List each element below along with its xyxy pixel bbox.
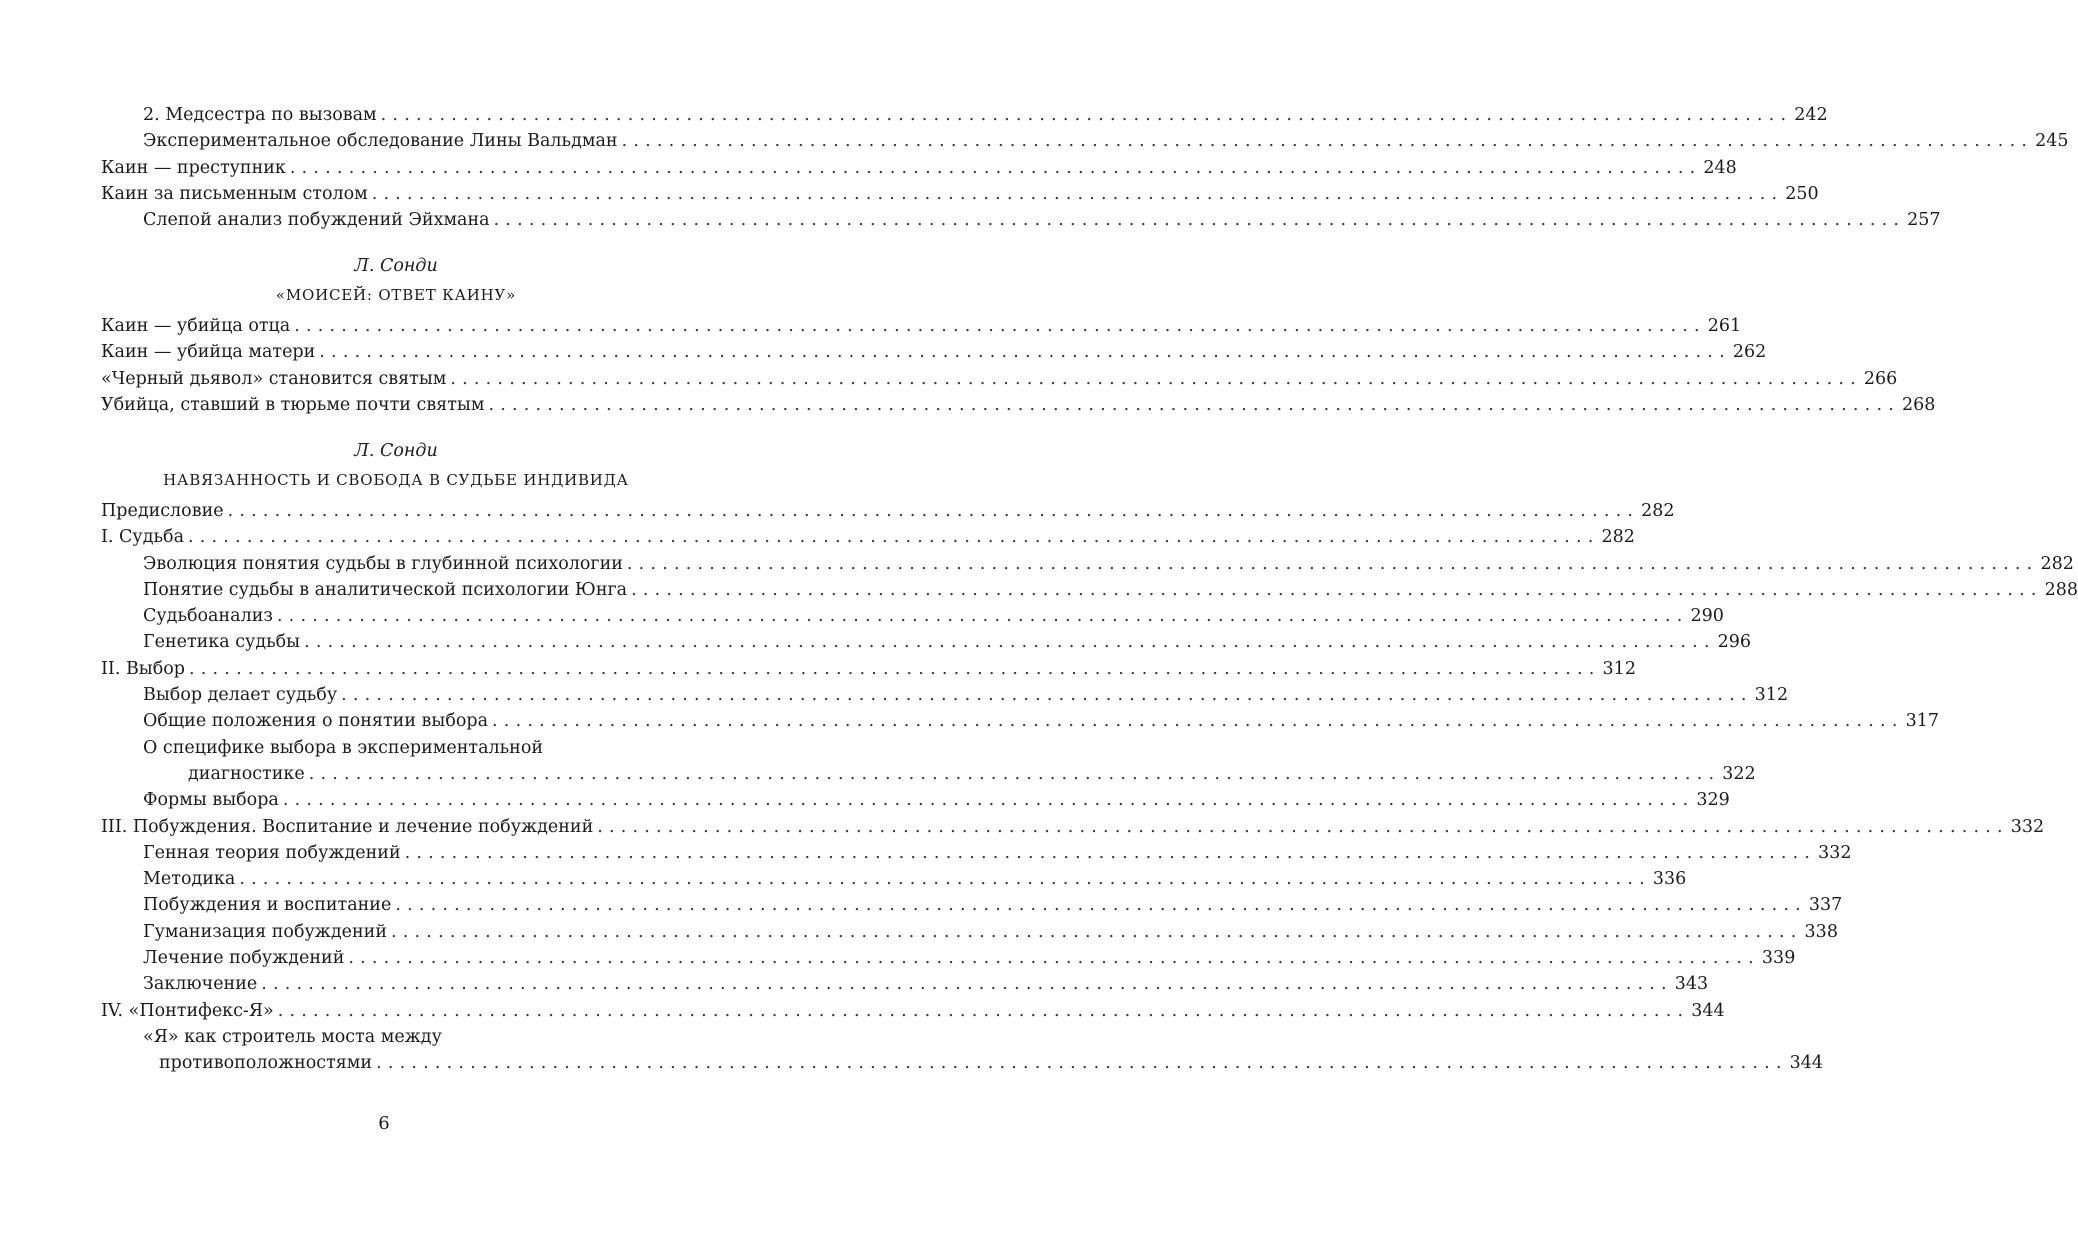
toc-entry xyxy=(101,155,1737,181)
toc-dot-leader: ........................................................................................................................ xyxy=(493,210,1906,231)
toc-entry-page: 282 xyxy=(1641,501,1675,521)
toc-entry-page: 312 xyxy=(1754,685,1789,706)
toc-entry-page: 282 xyxy=(2040,553,2074,574)
toc-entry xyxy=(101,102,1828,128)
toc-entry-page: 262 xyxy=(1732,342,1767,363)
toc-entry-title: Гуманизация побуждений xyxy=(143,921,388,942)
toc-dot-leader: ........................................................................................................................ xyxy=(304,632,1716,653)
toc-entry xyxy=(101,919,1838,945)
toc-entry-title: диагностике xyxy=(188,763,305,784)
section-2-author: Л. Сонди xyxy=(354,256,438,276)
toc-entry-title: Лечение побуждений xyxy=(143,948,345,969)
section-3-author: Л. Сонди xyxy=(354,441,438,461)
toc-entry-title: Методика xyxy=(143,869,236,890)
toc-entry-title: Слепой анализ побуждений Эйхмана xyxy=(143,210,490,231)
toc-dot-leader: ........................................................................................................................ xyxy=(294,316,1706,336)
toc-entry xyxy=(101,656,1636,682)
toc-entry-page: 332 xyxy=(1818,842,1852,863)
toc-entry-title: Убийца, ставший в тюрьме почти святым xyxy=(101,394,485,415)
section-3-heading: НАВЯЗАННОСТЬ И СВОБОДА В СУДЬБЕ ИНДИВИДА xyxy=(163,471,629,489)
toc-entry-page: 261 xyxy=(1707,316,1742,336)
toc-entry xyxy=(101,840,1852,866)
toc-entry-page: 336 xyxy=(1652,869,1687,890)
toc-entry-page: 322 xyxy=(1722,763,1756,784)
toc-entry-page: 332 xyxy=(2010,816,2045,837)
toc-dot-leader: ........................................................................................................................ xyxy=(282,790,1695,811)
toc-block-3 xyxy=(101,498,2078,1077)
toc-entry-page: 248 xyxy=(1703,157,1737,178)
toc-entry xyxy=(101,892,1843,918)
toc-dot-leader: ........................................................................................................................ xyxy=(597,816,2009,837)
toc-entry-page: 296 xyxy=(1717,632,1752,653)
toc-entry xyxy=(101,708,1939,734)
toc-entry-page: 290 xyxy=(1690,606,1724,627)
toc-entry xyxy=(101,998,1725,1024)
toc-entry-title: Каин — убийца матери xyxy=(101,342,316,363)
toc-entry-title: Понятие судьбы в аналитической психологии Юнга xyxy=(143,579,628,600)
toc-entry-page: 250 xyxy=(1785,183,1819,204)
toc-entry-page: 282 xyxy=(1601,527,1635,548)
toc-entry xyxy=(101,814,2045,840)
toc-entry xyxy=(101,1050,1824,1076)
toc-dot-leader: ........................................................................................................................ xyxy=(380,105,1793,125)
toc-entry-title: Побуждения и воспитание xyxy=(143,895,392,916)
toc-entry-title: Эволюция понятия судьбы в глубинной психологии xyxy=(143,553,623,574)
toc-entry-page: 338 xyxy=(1804,921,1838,942)
toc-entry xyxy=(101,313,1742,339)
toc-dot-leader: ........................................................................................................................ xyxy=(621,131,2034,152)
toc-entry xyxy=(101,128,2069,154)
toc-entry-title: Каин за письменным столом xyxy=(101,183,368,204)
toc-dot-leader: ........................................................................................................................ xyxy=(239,869,1651,890)
toc-dot-leader: ........................................................................................................................ xyxy=(189,658,1601,679)
toc-entry-page: 312 xyxy=(1602,658,1636,679)
toc-dot-leader: ........................................................................................................................ xyxy=(289,157,1702,178)
toc-entry-page: 242 xyxy=(1794,105,1828,125)
toc-entry xyxy=(101,761,1756,787)
toc-entry xyxy=(101,945,1796,971)
toc-entry-title: Выбор делает судьбу xyxy=(143,685,338,706)
toc-block-1 xyxy=(101,102,2069,233)
toc-dot-leader: ........................................................................................................................ xyxy=(319,342,1731,363)
toc-dot-leader: ........................................................................................................................ xyxy=(488,394,1900,415)
toc-entry xyxy=(101,866,1687,892)
toc-entry xyxy=(101,181,1819,207)
toc-entry-title: Экспериментальное обследование Лины Вальдман xyxy=(143,131,618,152)
toc-entry-page: 344 xyxy=(1789,1053,1824,1074)
toc-dot-leader: ........................................................................................................................ xyxy=(631,579,2043,600)
toc-dot-leader: ........................................................................................................................ xyxy=(188,527,1600,548)
toc-entry-title: «Я» как строитель моста между xyxy=(143,1026,442,1047)
toc-entry-title: Генная теория побуждений xyxy=(143,842,401,863)
toc-entry-title: Каин — убийца отца xyxy=(101,316,291,336)
toc-dot-leader: ........................................................................................................................ xyxy=(450,368,1862,389)
toc-entry-title: I. Судьба xyxy=(101,527,184,548)
toc-entry xyxy=(101,524,1635,550)
toc-entry-title: Формы выбора xyxy=(143,790,279,811)
toc-dot-leader: ........................................................................................................................ xyxy=(391,921,1803,942)
toc-entry xyxy=(101,629,1752,655)
toc-dot-leader: ........................................................................................................................ xyxy=(261,974,1673,995)
toc-dot-leader: ........................................................................................................................ xyxy=(492,711,1904,732)
toc-entry xyxy=(101,366,1898,392)
toc-entry-page: 344 xyxy=(1691,1000,1725,1021)
toc-entry-page: 337 xyxy=(1808,895,1843,916)
toc-dot-leader: ........................................................................................................................ xyxy=(376,1053,1788,1074)
toc-entry-title: III. Побуждения. Воспитание и лечение побуждений xyxy=(101,816,594,837)
toc-entry-title: Судьбоанализ xyxy=(143,606,273,627)
page-number: 6 xyxy=(378,1113,390,1134)
toc-entry-page: 329 xyxy=(1696,790,1730,811)
toc-entry xyxy=(101,207,1941,233)
toc-entry-title: «Черный дьявол» становится святым xyxy=(101,368,447,389)
toc-dot-leader: ........................................................................................................................ xyxy=(348,948,1760,969)
toc-entry xyxy=(101,682,1789,708)
toc-entry xyxy=(101,1024,691,1050)
toc-entry xyxy=(101,339,1767,365)
toc-entry-title: Предисловие xyxy=(101,501,224,521)
toc-dot-leader: ........................................................................................................................ xyxy=(626,553,2039,574)
toc-entry-title: IV. «Понтифекс-Я» xyxy=(101,1000,274,1021)
toc-entry-page: 288 xyxy=(2044,579,2078,600)
toc-entry xyxy=(101,551,2074,577)
toc-entry xyxy=(101,498,1675,524)
toc-entry-title: О специфике выбора в экспериментальной xyxy=(143,737,544,758)
toc-entry xyxy=(101,577,2078,603)
toc-entry-title: Каин — преступник xyxy=(101,157,286,178)
toc-dot-leader: ........................................................................................................................ xyxy=(227,501,1640,521)
toc-dot-leader: ........................................................................................................................ xyxy=(277,1000,1690,1021)
toc-entry-title: Генетика судьбы xyxy=(143,632,301,653)
toc-entry xyxy=(101,392,1936,418)
toc-dot-leader: ........................................................................................................................ xyxy=(404,842,1817,863)
toc-block-2 xyxy=(101,313,1936,418)
toc-dot-leader: ........................................................................................................................ xyxy=(341,685,1753,706)
toc-dot-leader: ........................................................................................................................ xyxy=(395,895,1807,916)
toc-entry-page: 245 xyxy=(2035,131,2069,152)
toc-entry-page: 257 xyxy=(1907,210,1941,231)
toc-entry-page: 268 xyxy=(1901,394,1936,415)
toc-entry xyxy=(101,735,691,761)
toc-entry xyxy=(101,787,1730,813)
toc-dot-leader: ........................................................................................................................ xyxy=(371,183,1784,204)
section-2-heading: «МОИСЕЙ: ОТВЕТ КАИНУ» xyxy=(275,286,517,304)
toc-entry-page: 317 xyxy=(1905,711,1939,732)
toc-entry-page: 266 xyxy=(1863,368,1898,389)
toc-entry-title: противоположностями xyxy=(159,1053,373,1074)
toc-entry-title: Общие положения о понятии выбора xyxy=(143,711,489,732)
toc-entry xyxy=(101,603,1724,629)
toc-entry-title: II. Выбор xyxy=(101,658,186,679)
toc-entry-page: 343 xyxy=(1674,974,1709,995)
toc-entry-title: Заключение xyxy=(143,974,258,995)
toc-entry-page: 339 xyxy=(1761,948,1796,969)
toc-dot-leader: ........................................................................................................................ xyxy=(276,606,1689,627)
toc-entry xyxy=(101,971,1709,997)
toc-dot-leader: ........................................................................................................................ xyxy=(308,763,1721,784)
toc-entry-title: 2. Медсестра по вызовам xyxy=(143,105,377,125)
